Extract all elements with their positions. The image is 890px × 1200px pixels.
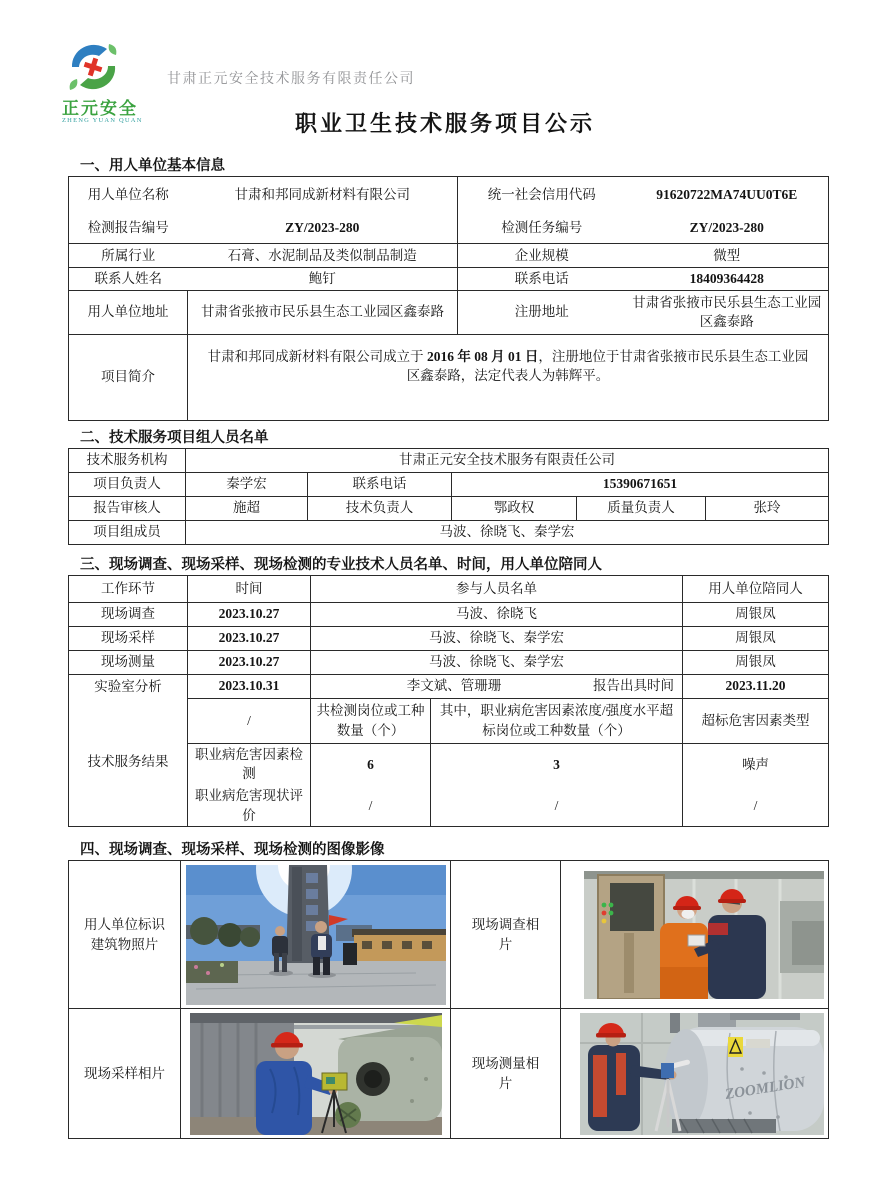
table-row [69,520,829,544]
photo-sampling [190,1013,442,1135]
project-brief-label: 项目简介 [69,334,188,420]
table-row [69,177,829,213]
employer-address-label: 用人单位地址 [69,290,188,334]
phone-label: 联系电话 [458,268,626,291]
team-phone-value: 15390671651 [452,472,829,496]
lab-step-cell: 实验室分析 [69,674,188,698]
eval-total: / [311,785,431,827]
photo-measuring-cell [561,1009,829,1139]
lab-participants: 李文斌、管珊珊 [406,678,502,694]
table-header-row [69,575,829,602]
photos-table [68,860,829,1139]
task-no-label: 检测任务编号 [458,213,626,244]
quality-lead-value: 张玲 [706,496,829,520]
step-cell: 现场测量 [69,650,188,674]
team-table [68,448,829,545]
table-row [69,861,829,1009]
table-row [69,674,829,698]
table-row [69,602,829,626]
table-row [69,448,829,472]
section4-heading: 四、现场调查、现场采样、现场检测的图像影像 [80,842,385,859]
section1-heading: 一、用人单位基本信息 [80,158,225,174]
report-no-label: 检测报告编号 [69,213,188,244]
brief-date: 2016 年 08 月 01 日 [423,348,539,364]
time-cell: 2023.10.27 [188,626,311,650]
project-brief-text [188,334,829,420]
col-companion-header: 用人单位陪同人 [683,575,829,602]
contact-value: 鲍钉 [188,268,458,291]
document-body [68,156,828,1139]
machine-brand-text: ZOOMLION [724,1074,807,1103]
members-value: 马波、徐晓飞、秦学宏 [186,520,829,544]
table-row [69,290,829,334]
registered-address-label: 注册地址 [458,290,626,334]
results-slash-cell: / [188,698,311,743]
report-no-value: ZY/2023-280 [188,213,458,244]
task-no-value: ZY/2023-280 [626,213,829,244]
eval-type: / [683,785,829,827]
detect-exceed: 3 [431,743,683,785]
section2-heading: 二、技术服务项目组人员名单 [80,429,269,446]
brief-part1: 甘肃和邦同成新材料有限公司成立于 [207,348,424,364]
basic-info-table [68,176,829,421]
detect-type: 噪声 [683,743,829,785]
col-participants-header: 参与人员名单 [311,575,683,602]
step-cell: 现场调查 [69,602,188,626]
report-reviewer-value: 施超 [186,496,308,520]
registered-address-value: 甘肃省张掖市民乐县生态工业园区鑫泰路 [626,290,829,334]
credit-code-value: 91620722MA74UU0T6E [626,177,829,213]
industry-value: 石膏、水泥制品及类似制品制造 [188,244,458,268]
employer-name-label: 用人单位名称 [69,177,188,213]
service-org-label: 技术服务机构 [69,448,186,472]
project-leader-label: 项目负责人 [69,472,186,496]
col-time-header: 时间 [188,575,311,602]
table-row [69,698,829,743]
scale-value: 微型 [626,244,829,268]
project-leader-value: 秦学宏 [186,472,308,496]
photo-building-cell [181,861,451,1009]
photo-building-label: 用人单位标识建筑物照片 [69,861,181,1009]
col-step-header: 工作环节 [69,575,188,602]
logo-brand-pinyin: ZHENG YUAN QUAN [62,117,143,124]
scale-label: 企业规模 [458,244,626,268]
participants-cell: 马波、徐晓飞、秦学宏 [311,650,683,674]
photo-survey-cell [561,861,829,1009]
report-date-value: 2023.11.20 [683,674,829,698]
quality-lead-label: 质量负责人 [577,496,706,520]
eval-label: 职业病危害现状评价 [188,785,311,827]
industry-label: 所属行业 [69,244,188,268]
table-row [69,1009,829,1139]
lab-time-cell: 2023.10.31 [188,674,311,698]
photo-sampling-cell [181,1009,451,1139]
time-cell: 2023.10.27 [188,602,311,626]
team-phone-label: 联系电话 [308,472,452,496]
table-row [69,626,829,650]
service-org-value: 甘肃正元安全技术服务有限责任公司 [186,448,829,472]
eval-exceed: / [431,785,683,827]
photo-survey [584,871,824,999]
photo-measuring-label: 现场测量相片 [451,1009,561,1139]
contact-label: 联系人姓名 [69,268,188,291]
employer-name-value: 甘肃和邦同成新材料有限公司 [188,177,458,213]
members-label: 项目组成员 [69,520,186,544]
detect-total: 6 [311,743,431,785]
companion-cell: 周银凤 [683,650,829,674]
logo-mark-icon [62,40,124,94]
table-row [69,213,829,244]
companion-cell: 周银凤 [683,626,829,650]
participants-cell: 马波、徐晓飞 [311,602,683,626]
report-date-label: 报告出具时间 [593,678,674,694]
results-label: 技术服务结果 [69,698,188,827]
table-row [69,334,829,420]
results-col-total: 共检测岗位或工种数量（个） [311,698,431,743]
employer-address-value: 甘肃省张掖市民乐县生态工业园区鑫泰路 [188,290,458,334]
logo-brand-text: 正元安全 [62,99,138,118]
tech-lead-value: 鄂政权 [452,496,577,520]
step-cell: 现场采样 [69,626,188,650]
table-row [69,244,829,268]
phone-value: 18409364428 [626,268,829,291]
photo-sampling-label: 现场采样相片 [69,1009,181,1139]
section3-heading: 三、现场调查、现场采样、现场检测的专业技术人员名单、时间，用人单位陪同人 [80,556,602,573]
fieldwork-table [68,575,829,828]
credit-code-label: 统一社会信用代码 [458,177,626,213]
participants-cell: 马波、徐晓飞、秦学宏 [311,626,683,650]
table-row [69,472,829,496]
document-title: 职业卫生技术服务项目公示 [294,111,595,136]
companion-cell: 周银凤 [683,602,829,626]
results-col-type: 超标危害因素类型 [683,698,829,743]
report-reviewer-label: 报告审核人 [69,496,186,520]
photo-survey-label: 现场调查相片 [451,861,561,1009]
photo-measuring [580,1013,824,1135]
lab-participants-cell [311,674,683,698]
table-row [69,650,829,674]
table-row [69,268,829,291]
header-company-name: 甘肃正元安全技术服务有限责任公司 [167,72,415,87]
time-cell: 2023.10.27 [188,650,311,674]
results-col-exceed: 其中，职业病危害因素浓度/强度水平超标岗位或工种数量（个） [431,698,683,743]
tech-lead-label: 技术负责人 [308,496,452,520]
table-row [69,496,829,520]
photo-building [186,865,446,1005]
detect-label: 职业病危害因素检测 [188,743,311,785]
brief-part2: ，注册地位于甘肃省张掖市民乐县生态工业园区鑫泰路，法定代表人为韩辉平。 [406,348,809,384]
